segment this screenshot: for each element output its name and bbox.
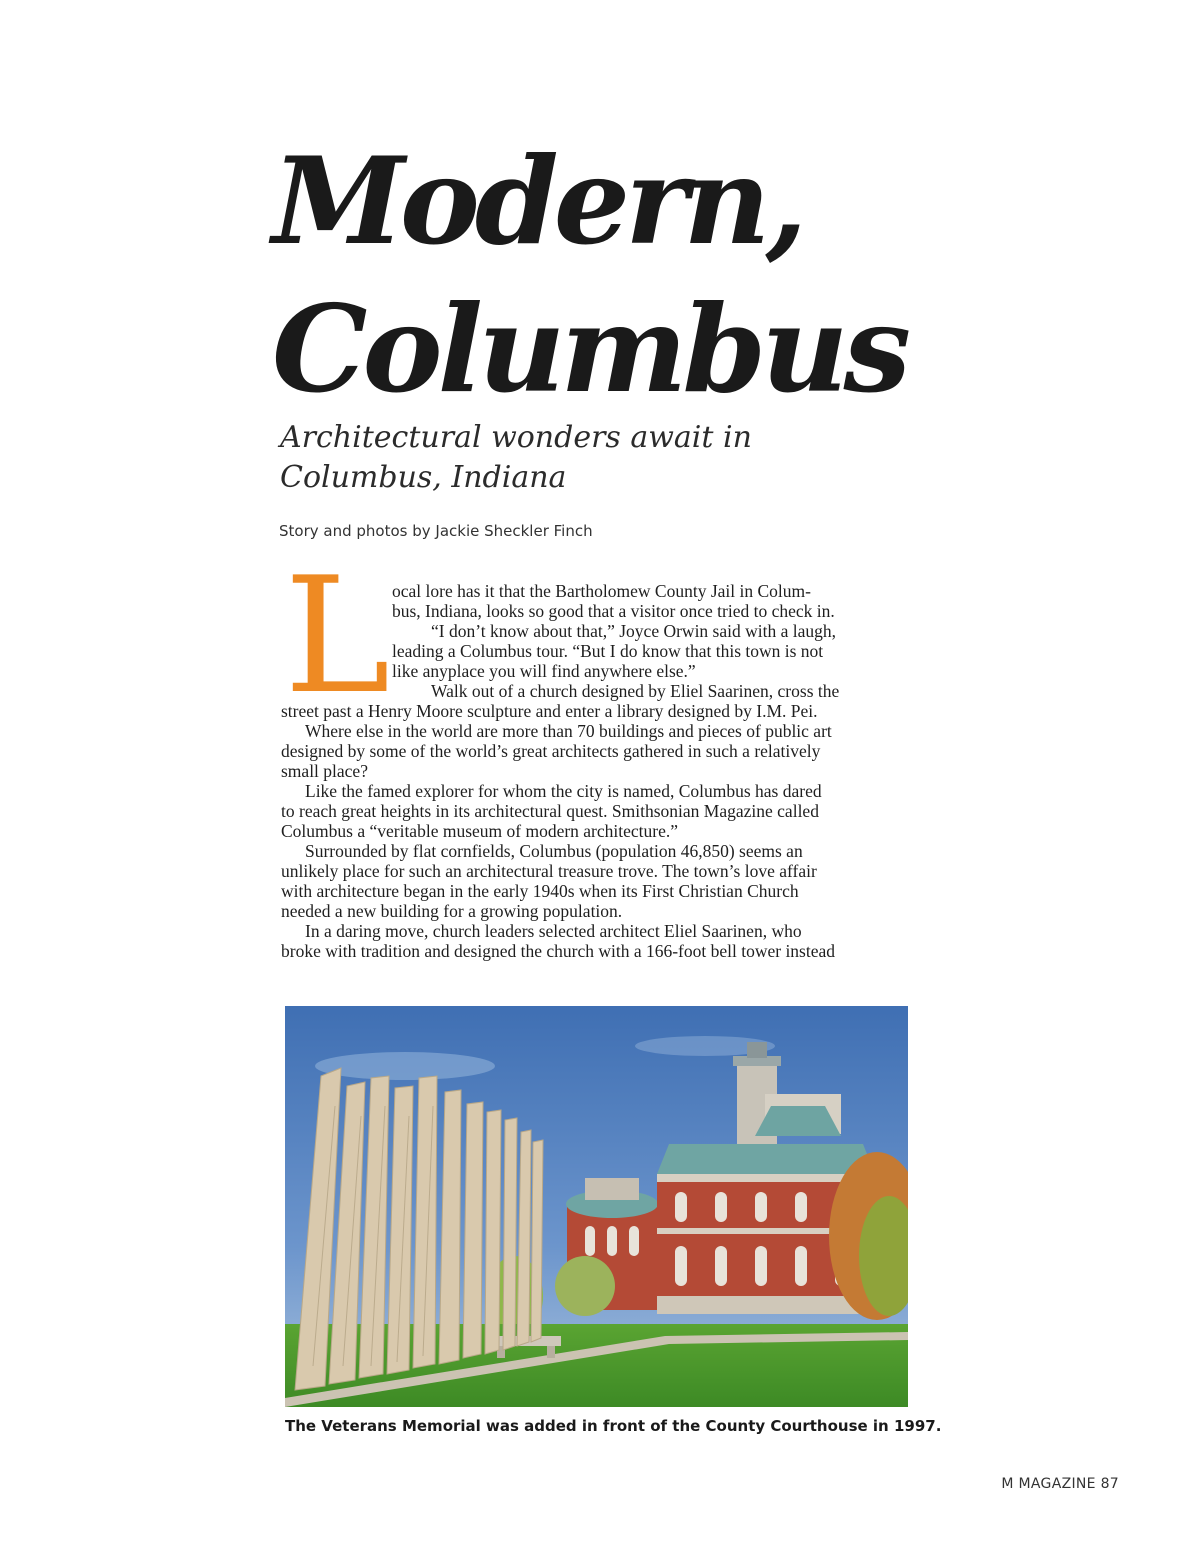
article-body: [281, 581, 911, 961]
article-title: [272, 128, 906, 424]
subtitle-line-2: Columbus, Indiana: [280, 460, 567, 495]
body-line: ocal lore has it that the Bartholomew County Jail in Colum-: [392, 581, 811, 601]
body-line: street past a Henry Moore sculpture and enter a library designed by I.M. Pei.: [281, 701, 818, 721]
body-line: Where else in the world are more than 70 buildings and pieces of public art: [305, 721, 832, 741]
body-line: Walk out of a church designed by Eliel Saarinen, cross the: [431, 681, 840, 701]
body-line: designed by some of the world’s great architects gathered in such a relatively: [281, 741, 821, 761]
body-line: unlikely place for such an architectural treasure trove. The town’s love affair: [281, 861, 817, 881]
photo-caption: The Veterans Memorial was added in front of the County Courthouse in 1997.: [285, 1417, 942, 1435]
subtitle-line-1: Architectural wonders await in: [280, 420, 752, 455]
body-line: leading a Columbus tour. “But I do know that this town is not: [392, 641, 824, 661]
drop-cap: L: [284, 542, 391, 729]
body-line: In a daring move, church leaders selected architect Eliel Saarinen, who: [305, 921, 802, 941]
body-line: like anyplace you will find anywhere else.”: [392, 661, 696, 681]
body-line: needed a new building for a growing population.: [281, 901, 623, 921]
byline: Story and photos by Jackie Sheckler Finch: [279, 522, 593, 540]
body-line: “I don’t know about that,” Joyce Orwin said with a laugh,: [431, 621, 837, 641]
article-subtitle: [280, 418, 920, 498]
body-line: Surrounded by flat cornfields, Columbus (population 46,850) seems an: [305, 841, 803, 861]
title-line-2: Columbus: [272, 279, 907, 420]
body-line: to reach great heights in its architectural quest. Smithsonian Magazine called: [281, 801, 819, 821]
body-line: small place?: [281, 761, 368, 781]
body-line: with architecture began in the early 1940s when its First Christian Church: [281, 881, 799, 901]
body-line: broke with tradition and designed the church with a 166-foot bell tower instead: [281, 941, 836, 961]
courthouse-photo: [285, 1006, 908, 1407]
page-folio: M MAGAZINE 87: [1001, 1476, 1119, 1492]
body-line: Like the famed explorer for whom the city is named, Columbus has dared: [305, 781, 822, 801]
title-line-1: Modern,: [272, 131, 803, 272]
body-line: bus, Indiana, looks so good that a visitor once tried to check in.: [392, 601, 835, 621]
body-line: Columbus a “veritable museum of modern architecture.”: [281, 821, 679, 841]
photo-illustration: [285, 1006, 908, 1407]
